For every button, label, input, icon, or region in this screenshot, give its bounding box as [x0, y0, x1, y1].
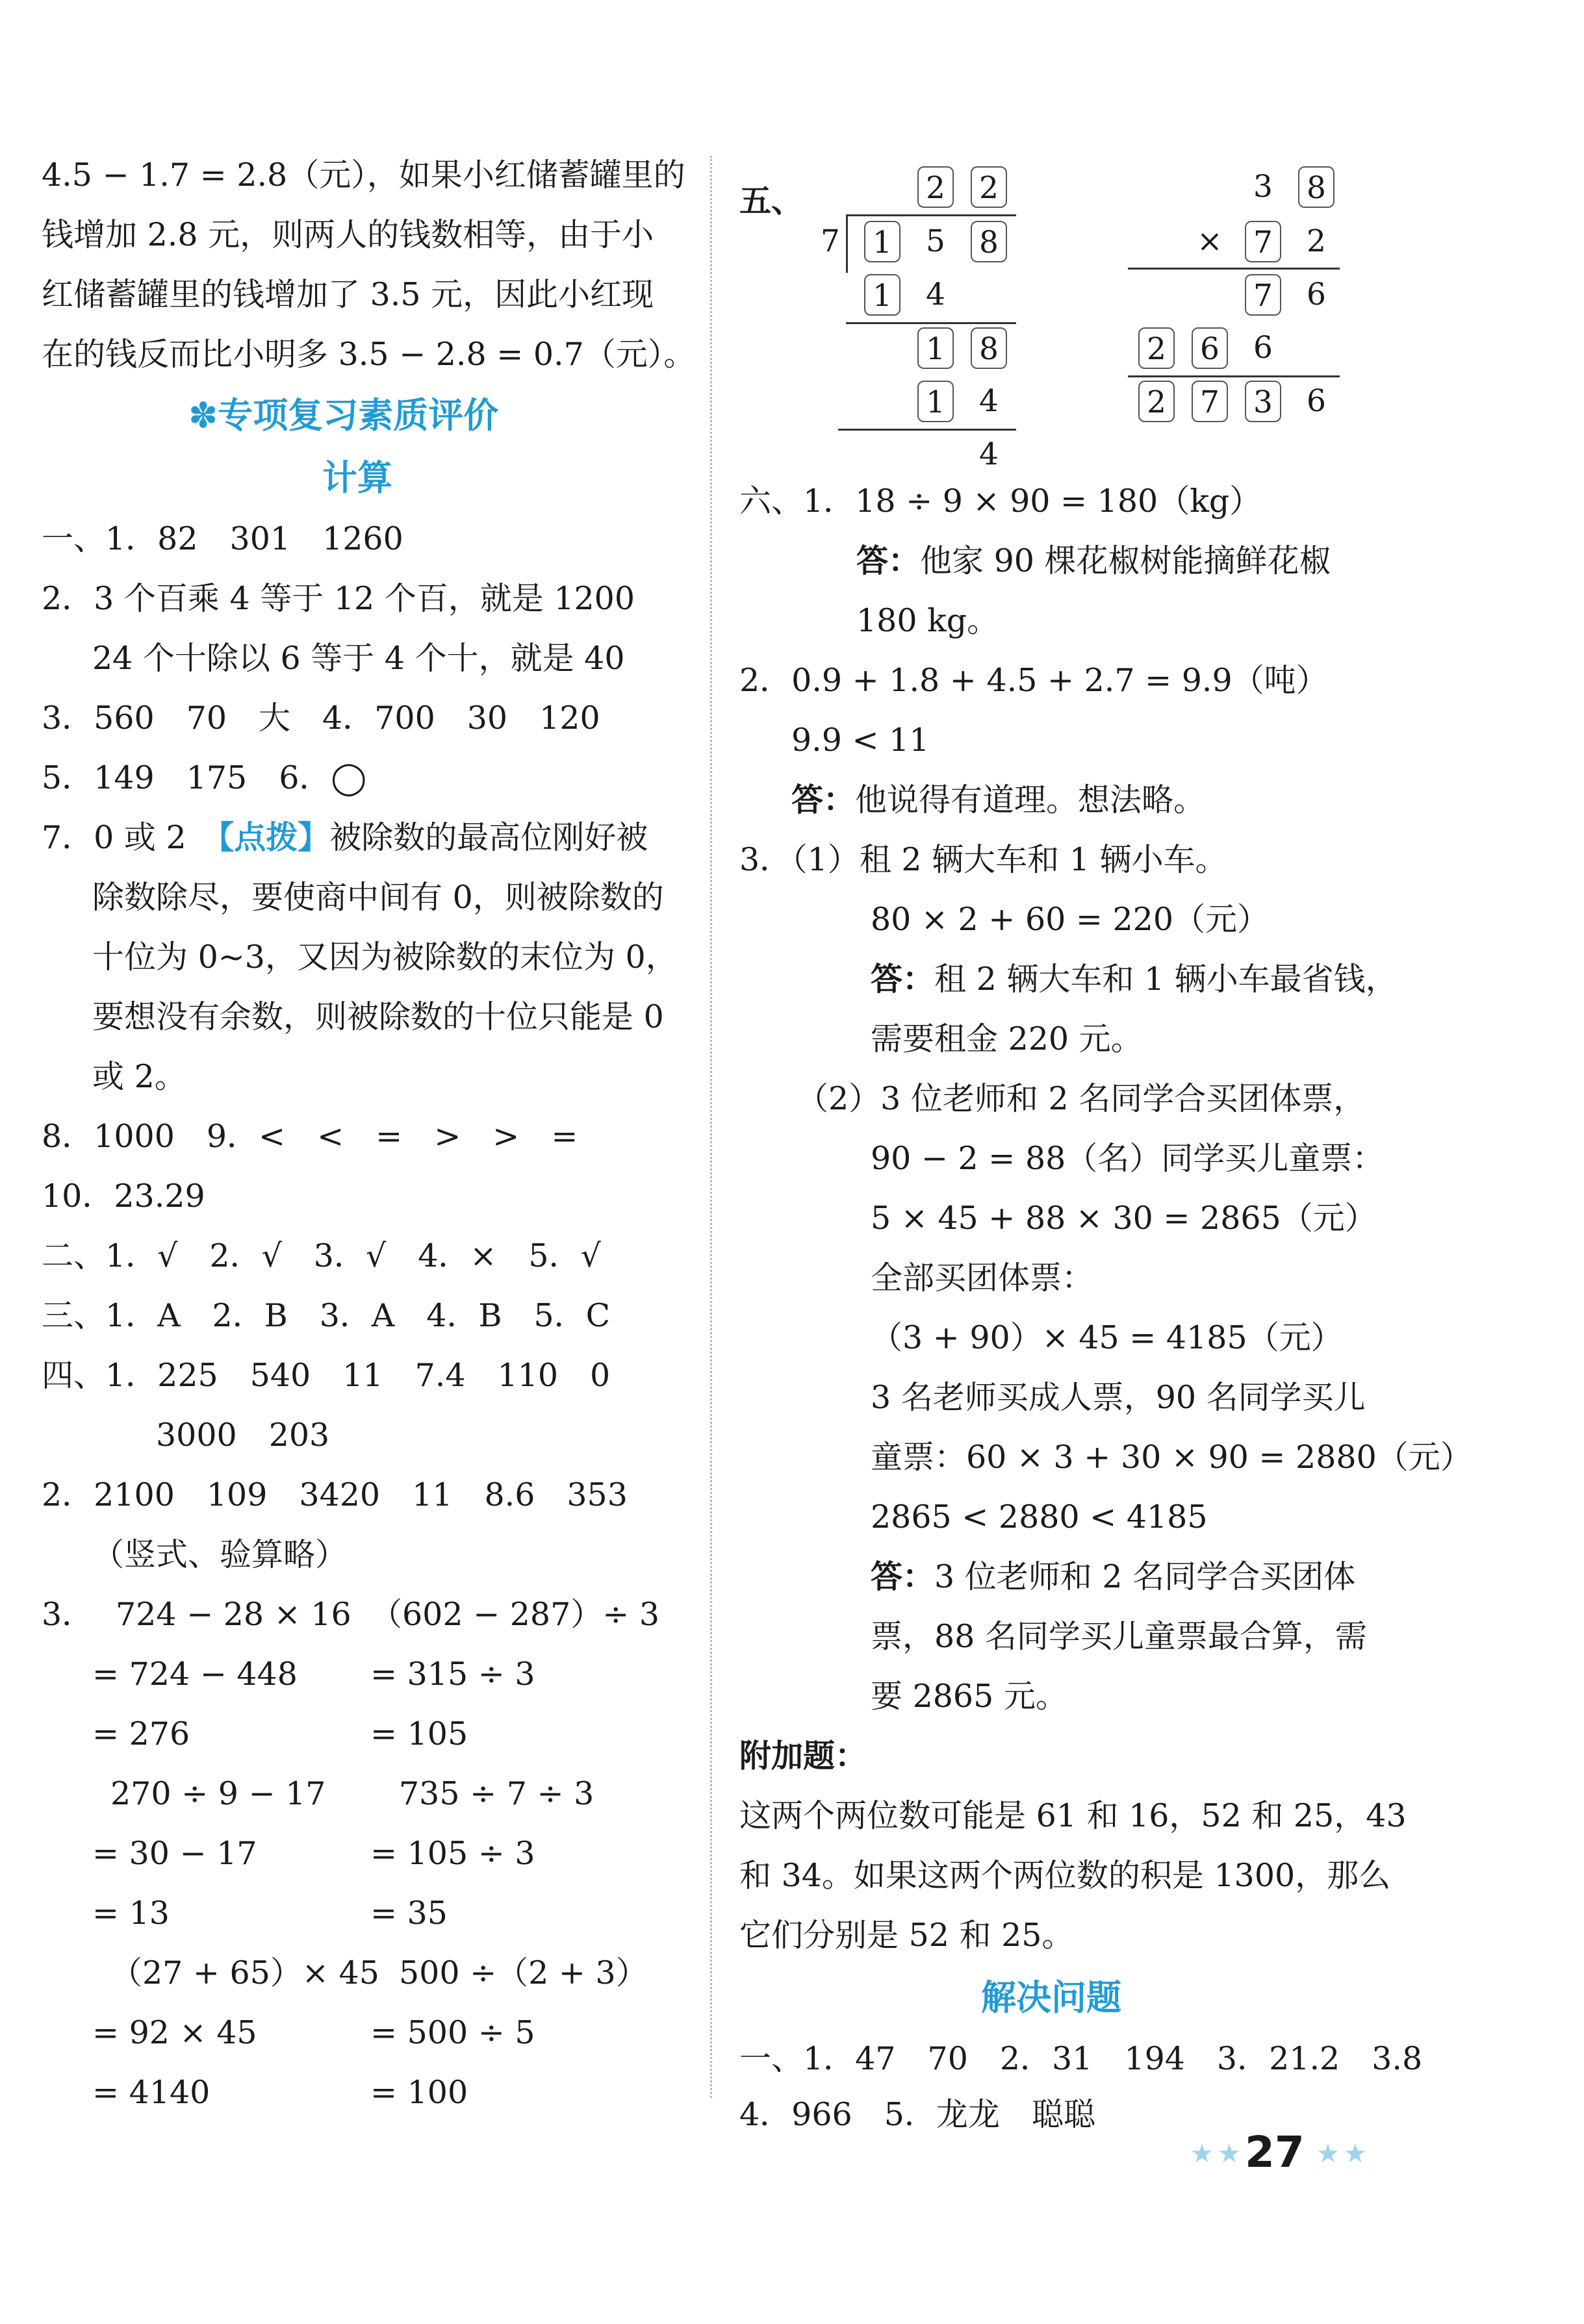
- mult-line: [1128, 268, 1340, 270]
- sub-title-problems: 解决问题: [981, 1977, 1121, 2018]
- step-digit: 4: [979, 383, 999, 419]
- section-4-2b: （竖式、验算略）: [92, 1536, 348, 1573]
- q7-prefix: 7．0 或 2: [42, 819, 218, 856]
- column-divider: [710, 156, 712, 2098]
- calc-label: 3．: [42, 1596, 94, 1633]
- partial-digit: 6: [1253, 330, 1273, 366]
- calc-f-3: = 100: [370, 2074, 468, 2111]
- section-3: 三、1．A 2．B 3．A 4．B 5．C: [42, 1297, 611, 1334]
- q7-line-3: 十位为 0~3，又因为被除数的末位为 0，: [92, 939, 678, 976]
- q6-3-final-line: 票，88 名同学买儿童票最合算，需: [871, 1618, 1367, 1655]
- item-1-10: 10．23.29: [42, 1178, 205, 1215]
- item-1-2b: 24 个十除以 6 等于 4 个十，就是 40: [92, 640, 625, 677]
- problems-line-1: 一、1．47 70 2．31 194 3．21.2 3.8: [739, 2040, 1423, 2077]
- star-icon: ★: [1316, 2139, 1340, 2169]
- dividend-digit: 8: [971, 221, 1007, 262]
- q5-label: 五、: [739, 183, 804, 220]
- calc-d-2: = 105 ÷ 3: [370, 1835, 535, 1872]
- section-title: [188, 396, 498, 435]
- dividend-digit: 1: [864, 221, 901, 262]
- q6-3-calc: 80 × 2 + 60 = 220（元）: [871, 901, 1270, 938]
- partial-digit: 6: [1192, 327, 1228, 369]
- calc-a-2: = 724 − 448: [92, 1656, 298, 1693]
- bonus-line: 和 34。如果这两个两位数的积是 1300，那么: [739, 1857, 1391, 1894]
- step-digit: 1: [917, 381, 954, 422]
- factor-digit: 2: [1307, 223, 1326, 259]
- section-4-1b: 3000 203: [156, 1417, 330, 1454]
- q7-rest: 被除数的最高位刚好被: [329, 819, 648, 856]
- step-digit: 8: [971, 327, 1007, 369]
- q6-3-answer: [871, 960, 1398, 999]
- answer-label: 答：: [791, 781, 856, 818]
- q6-3-part2-line: 90 − 2 = 88（名）同学买儿童票：: [871, 1140, 1385, 1177]
- calc-a-1: 724 − 28 × 16: [116, 1596, 351, 1633]
- factor-digit: 3: [1253, 169, 1273, 205]
- result-digit: 3: [1245, 381, 1281, 422]
- section-4-1: 四、1．225 540 11 7.4 110 0: [42, 1357, 611, 1394]
- answer-text: 他说得有道理。想法略。: [855, 781, 1206, 818]
- dividend-digit: 5: [926, 223, 945, 259]
- times-sign: ×: [1197, 223, 1223, 259]
- result-digit: 2: [1138, 381, 1175, 422]
- calc-e-2: = 92 × 45: [92, 2014, 257, 2051]
- star-icon: ★: [1344, 2139, 1367, 2169]
- calc-c-1: 270 ÷ 9 − 17: [110, 1775, 326, 1812]
- sub-title-calc: 计算: [322, 457, 392, 498]
- partial-digit: 6: [1307, 277, 1326, 312]
- result-digit: 6: [1307, 383, 1326, 419]
- section-title-text: 专项复习素质评价: [218, 395, 499, 436]
- problems-line-2: 4．966 5．龙龙 聪聪: [739, 2096, 1095, 2133]
- q6-3-part2-line: 2865 < 2880 < 4185: [871, 1498, 1208, 1535]
- division-bar: [846, 214, 1016, 216]
- hint-tag: 【点拨】: [218, 819, 330, 856]
- q6-3-part2-line: 童票：60 × 3 + 30 × 90 = 2880（元）: [871, 1439, 1472, 1476]
- item-1-7: [42, 818, 648, 857]
- q6-2-answer: [791, 781, 1205, 820]
- partial-digit: 7: [1245, 274, 1281, 316]
- calc-b-3: = 105: [370, 1715, 468, 1752]
- q7-line-2: 除数除尽，要使商中间有 0，则被除数的: [92, 879, 664, 916]
- item-1-8: 8．1000 9．< < = > > =: [42, 1118, 578, 1155]
- item-1-5: 5．149 175 6．◯: [42, 759, 367, 796]
- factor-digit: 8: [1298, 166, 1335, 208]
- divisor: 7: [821, 223, 840, 259]
- q6-3-part2-head: （2）3 位老师和 2 名同学合买团体票，: [797, 1080, 1366, 1117]
- star-icon: ★: [1190, 2139, 1214, 2169]
- q6-3-part2-line: （3 + 90）× 45 = 4185（元）: [871, 1319, 1343, 1356]
- division-bracket: [846, 214, 848, 273]
- star-icon: ★: [1218, 2139, 1241, 2169]
- q6-3-part2-line: 5 × 45 + 88 × 30 = 2865（元）: [871, 1200, 1377, 1237]
- intro-line-1: 4.5 − 1.7 = 2.8（元），如果小红储蓄罐里的: [42, 157, 685, 194]
- q7-line-5: 或 2。: [92, 1058, 186, 1095]
- division-line: [838, 429, 1016, 431]
- answer-label: 答：: [871, 961, 935, 998]
- remainder: 4: [979, 436, 999, 472]
- calc-b-2: = 315 ÷ 3: [370, 1656, 535, 1693]
- section-2: 二、1．√ 2．√ 3．√ 4．× 5．√: [42, 1237, 601, 1274]
- section-4-2: 2．2100 109 3420 11 8.6 353: [42, 1476, 628, 1513]
- item-1-2: 2．3 个百乘 4 等于 12 个百，就是 1200: [42, 580, 635, 617]
- bonus-line: 它们分别是 52 和 25。: [739, 1917, 1074, 1954]
- q7-line-4: 要想没有余数，则被除数的十位只能是 0: [92, 998, 664, 1035]
- answer-label: 答：: [871, 1558, 935, 1595]
- q6-1-answer-2: 180 kg。: [856, 602, 999, 639]
- q6-2-compare: 9.9 < 11: [791, 722, 930, 759]
- calc-d-3: = 35: [370, 1895, 448, 1932]
- q6-3-head: 3．（1）租 2 辆大车和 1 辆小车。: [739, 841, 1227, 878]
- q6-1: 六、1．18 ÷ 9 × 90 = 180（kg）: [739, 483, 1262, 520]
- result-digit: 7: [1192, 381, 1228, 422]
- q6-3-answer-2: 需要租金 220 元。: [871, 1020, 1143, 1057]
- q6-3-final-line: 要 2865 元。: [871, 1678, 1067, 1715]
- step-digit: 1: [864, 274, 901, 316]
- calc-e-1: （27 + 65）× 45: [110, 1954, 379, 1991]
- bonus-line: 这两个两位数可能是 61 和 16，52 和 25，43: [739, 1797, 1407, 1834]
- paw-icon: ✽: [188, 395, 218, 436]
- q6-3-part2-line: 全部买团体票：: [871, 1259, 1094, 1296]
- calc-a-3: = 276: [92, 1715, 190, 1752]
- answer-text: 租 2 辆大车和 1 辆小车最省钱，: [934, 961, 1398, 998]
- q6-2: 2．0.9 + 1.8 + 4.5 + 2.7 = 9.9（吨）: [739, 662, 1328, 699]
- bonus-title: 附加题：: [739, 1737, 867, 1775]
- item-1-1: 一、1．82 301 1260: [42, 520, 403, 557]
- division-line: [846, 322, 1016, 324]
- calc-b-1: （602 − 287）÷ 3: [370, 1596, 660, 1633]
- calc-c-2: = 30 − 17: [92, 1835, 257, 1872]
- partial-digit: 2: [1138, 327, 1175, 369]
- calc-f-2: = 500 ÷ 5: [370, 2014, 535, 2051]
- calc-d-1: 735 ÷ 7 ÷ 3: [399, 1775, 594, 1812]
- answer-text: 3 位老师和 2 名同学合买团体: [934, 1558, 1356, 1595]
- calc-c-3: = 13: [92, 1895, 170, 1932]
- answer-label: 答：: [856, 542, 921, 579]
- item-1-3: 3．560 70 大 4．700 30 120: [42, 700, 600, 737]
- calc-f-1: 500 ÷（2 + 3）: [399, 1954, 648, 1991]
- answer-text: 他家 90 棵花椒树能摘鲜花椒: [920, 542, 1331, 579]
- q6-3-part2-line: 3 名老师买成人票，90 名同学买儿: [871, 1379, 1366, 1416]
- quotient-digit: 2: [971, 166, 1007, 208]
- q6-3-final-answer: [871, 1558, 1355, 1597]
- step-digit: 1: [917, 327, 954, 369]
- calc-e-3: = 4140: [92, 2074, 211, 2111]
- intro-line-3: 红储蓄罐里的钱增加了 3.5 元，因此小红现: [42, 276, 654, 313]
- quotient-digit: 2: [917, 166, 954, 208]
- intro-line-4: 在的钱反而比小明多 3.5 − 2.8 = 0.7（元）。: [42, 336, 696, 373]
- q6-1-answer: [856, 542, 1331, 581]
- step-digit: 4: [926, 277, 945, 312]
- factor-digit: 7: [1245, 221, 1281, 262]
- intro-line-2: 钱增加 2.8 元，则两人的钱数相等，由于小: [42, 216, 654, 253]
- mult-line: [1128, 375, 1340, 377]
- page-number: 27: [1245, 2127, 1305, 2177]
